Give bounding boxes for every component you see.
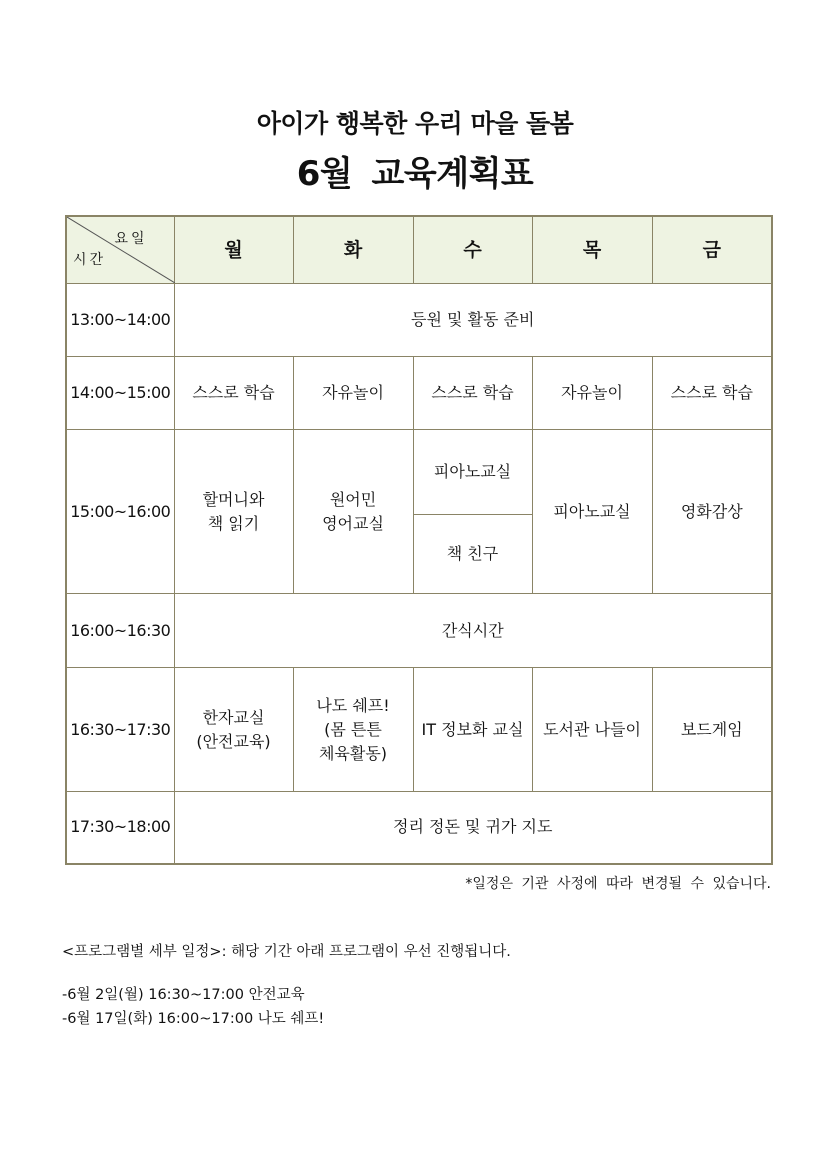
activity-cell: 등원 및 활동 준비: [174, 284, 772, 357]
table-row: [66, 668, 772, 792]
time-cell: 13:00~14:00: [66, 284, 174, 357]
activity-cell: 스스로 학습: [174, 357, 293, 430]
activity-cell: 자유놀이: [532, 357, 652, 430]
table-row: [66, 594, 772, 668]
schedule-table: [65, 215, 773, 865]
corner-cell: [66, 216, 174, 284]
activity-cell: 보드게임: [652, 668, 772, 792]
activity-cell: 피아노교실: [532, 430, 652, 594]
program-item: -6월 17일(화) 16:00~17:00 나도 쉐프!: [62, 1011, 325, 1027]
activity-cell: 영화감상: [652, 430, 772, 594]
day-header-thu: 목: [532, 216, 652, 284]
activity-cell: 간식시간: [174, 594, 772, 668]
day-header-mon: 월: [174, 216, 293, 284]
table-row: [66, 430, 772, 515]
page-subtitle: 아이가 행복한 우리 마을 돌봄: [256, 109, 574, 138]
page-title: 6월 교육계획표: [296, 154, 534, 194]
table-header-row: [66, 216, 772, 284]
activity-cell: 한자교실 (안전교육): [174, 668, 293, 792]
table-row: [66, 284, 772, 357]
activity-cell: 나도 쉐프! (몸 튼튼 체육활동): [293, 668, 413, 792]
activity-cell: 스스로 학습: [652, 357, 772, 430]
activity-cell: 도서관 나들이: [532, 668, 652, 792]
time-cell: 15:00~16:00: [66, 430, 174, 594]
time-cell: 17:30~18:00: [66, 792, 174, 864]
activity-cell: 할머니와 책 읽기: [174, 430, 293, 594]
activity-cell: 정리 정돈 및 귀가 지도: [174, 792, 772, 864]
table-row: [66, 792, 772, 864]
activity-cell: IT 정보화 교실: [413, 668, 532, 792]
table-row: [66, 357, 772, 430]
activity-cell: 피아노교실: [413, 430, 532, 515]
activity-cell: 자유놀이: [293, 357, 413, 430]
day-header-wed: 수: [413, 216, 532, 284]
day-header-fri: 금: [652, 216, 772, 284]
time-cell: 14:00~15:00: [66, 357, 174, 430]
schedule-note: *일정은 기관 사정에 따라 변경될 수 있습니다.: [465, 876, 771, 892]
program-heading: <프로그램별 세부 일정>: 해당 기간 아래 프로그램이 우선 진행됩니다.: [62, 944, 511, 960]
program-item: -6월 2일(월) 16:30~17:00 안전교육: [62, 987, 305, 1003]
activity-cell: 스스로 학습: [413, 357, 532, 430]
activity-cell: 책 친구: [413, 515, 532, 594]
activity-cell: 원어민 영어교실: [293, 430, 413, 594]
time-cell: 16:30~17:30: [66, 668, 174, 792]
time-cell: 16:00~16:30: [66, 594, 174, 668]
corner-day-label: 요일: [114, 231, 148, 247]
corner-time-label: 시간: [73, 252, 107, 268]
day-header-tue: 화: [293, 216, 413, 284]
